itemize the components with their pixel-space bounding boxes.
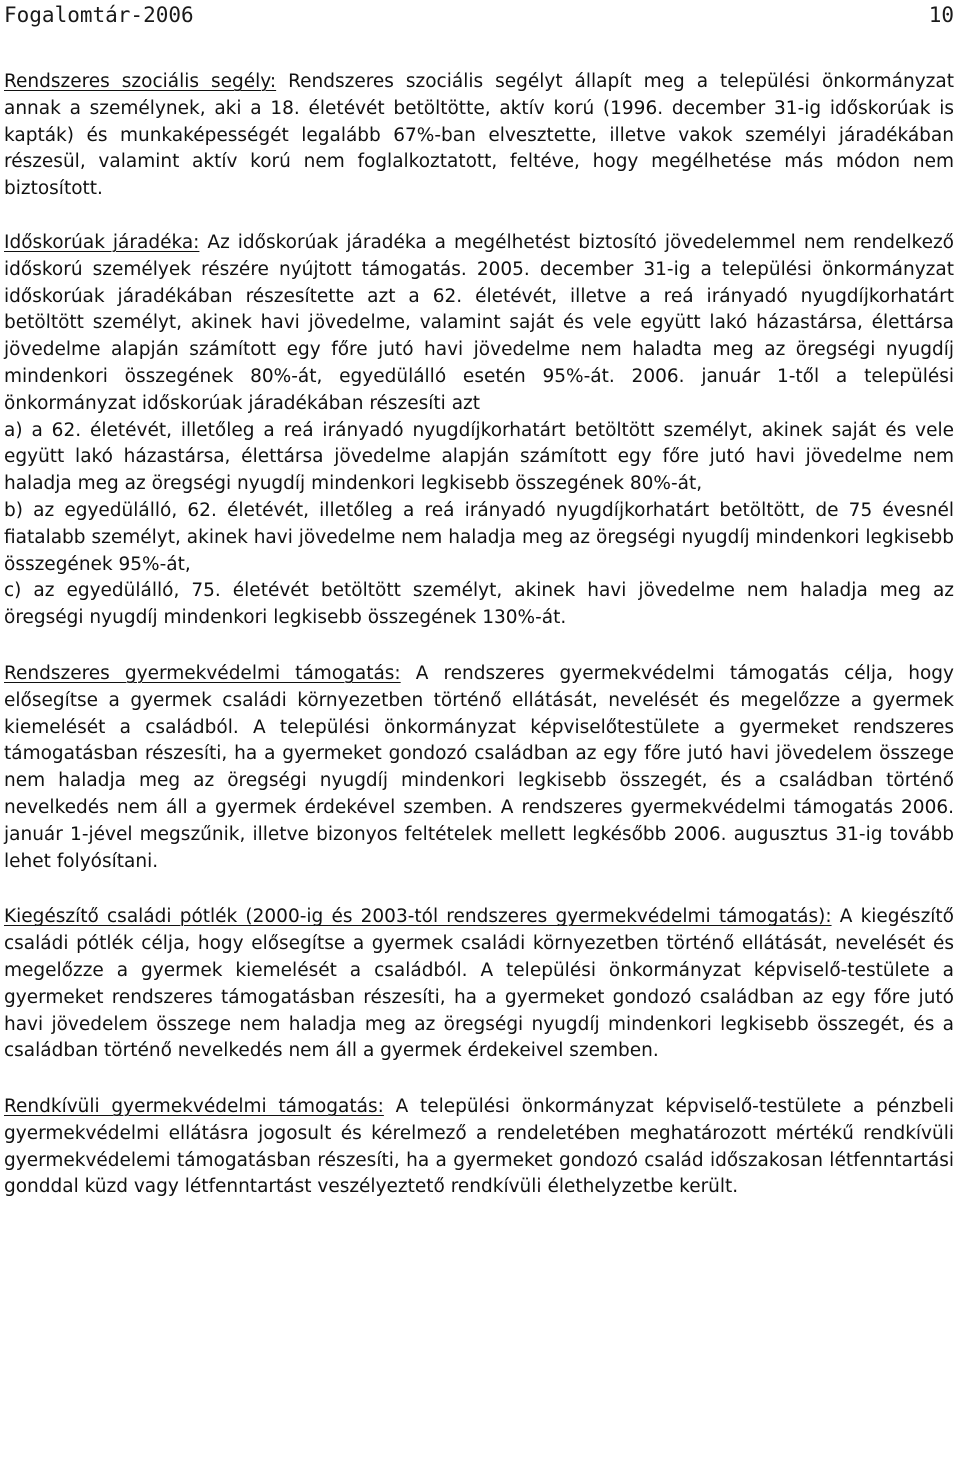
term-heading: Időskorúak járadéka: — [4, 231, 200, 253]
list-item-text: b) az egyedülálló, 62. életévét, illetőleg a reá irányadó nyugdíjkorhatárt betöltött, de 75 évesnél fiatalabb személyt, akinek havi jövedelme nem haladja meg az öregségi nyugdíj mindenkori legkisebb összegének 95%-át, — [4, 499, 954, 575]
paragraph-rendszeres-gyermekvedelmi-tamogatas — [4, 661, 954, 875]
term-heading: Rendszeres szociális segély: — [4, 71, 277, 92]
list-item-text: a) a 62. életévét, illetőleg a reá irányadó nyugdíjkorhatárt betöltött személyt, akinek saját és vele együtt lakó házastársa, élettársa jövedelme alapján számított egy főre jutó havi jövedelme nem haladja meg az öregségi nyugdíj mindenkori legkisebb összegének 80%-át, — [4, 419, 954, 495]
paragraph-text: A kiegészítő családi pótlék célja, hogy elősegítse a gyermek családi környezetben történő ellátását, nevelését és megelőzze a gyermek kiemelését a családból. A települési önkormányzat képviselő-testülete a gyermeket rendszeres támogatásban részesíti, ha a gyermeket gondozó családban az egy főre jutó havi jövedelem összege nem haladja meg az öregségi nyugdíj mindenkori legkisebb összegét, és a családban történő nevelkedés nem áll a gyermek érdekeivel szemben. — [4, 906, 954, 1062]
paragraph-rendszeres-szocialis-segely — [4, 69, 954, 203]
paragraph-text: Rendszeres szociális segélyt állapít meg a települési önkormányzat annak a személynek, aki a 18. életévét betöltötte, aktív korú (1996. december 31-ig időskorúak is kapták) és munkaképességét legalább 67%-ban elvesztette, illetve vakok személyi járadékában részesül, valamint aktív korú nem foglalkoztatott, feltéve, hogy megélhetése más módon nem biztosított. — [4, 71, 954, 200]
term-heading: Kiegészítő családi pótlék (2000-ig és 2003-tól rendszeres gyermekvédelmi támogatás): — [4, 906, 832, 928]
document-body — [4, 69, 954, 1201]
paragraph-text: Az időskorúak járadéka a megélhetést biztosító jövedelemmel nem rendelkező időskorú személyek részére nyújtott támogatás. 2005. december 31-ig a települési önkormányzat időskorúak járadékában részesítette azt a 62. életévét, illetve a reá irányadó nyugdíjkorhatárt betöltött személyt, akinek havi jövedelme, valamint saját és vele együtt lakó házastársa, élettársa jövedelme alapján számított egy főre jutó havi jövedelme nem haladta meg az öregségi nyugdíj mindenkori összegének 80%-át, egyedülálló esetén 95%-át. 2006. január 1-től a települési önkormányzat időskorúak járadékában részesíti azt — [4, 231, 954, 414]
term-heading: Rendkívüli gyermekvédelmi támogatás: — [4, 1096, 384, 1118]
list-item — [4, 498, 954, 578]
list-item-text: c) az egyedülálló, 75. életévét betöltött személyt, akinek havi jövedelme nem haladja meg az öregségi nyugdíj mindenkori legkisebb összegének 130%-át. — [4, 580, 954, 629]
document-title: Fogalomtár-2006 — [4, 3, 194, 27]
term-heading: Rendszeres gyermekvédelmi támogatás: — [4, 662, 401, 684]
paragraph-kiegeszito-csaladi-potlek — [4, 904, 954, 1065]
list-item — [4, 418, 954, 498]
paragraph-text: A rendszeres gyermekvédelmi támogatás célja, hogy elősegítse a gyermek családi környezetben történő ellátását, nevelését és megelőzze a gyermek kiemelését a családból. A települési önkormányzat képviselőtestülete a gyermeket rendszeres támogatásban részesíti, ha a gyermeket gondozó családban az egy főre jutó havi jövedelem összege nem haladja meg az öregségi nyugdíj mindenkori legkisebb összegét, és a családban történő nevelkedés nem áll a gyermek érdekével szemben. A rendszeres gyermekvédelmi támogatás 2006. január 1-jével megszűnik, illetve bizonyos feltételek mellett legkésőbb 2006. augusztus 31-ig tovább lehet folyósítani. — [4, 662, 954, 872]
list-item — [4, 578, 954, 632]
paragraph-idoskoruak-jaradeka — [4, 230, 954, 418]
running-header — [4, 0, 954, 32]
paragraph-text: A települési önkormányzat képviselő-testülete a pénzbeli gyermekvédelmi ellátásra jogosult és kérelmező a rendeletében meghatározott mértékű rendkívüli gyermekvédelemi támogatásban részesíti, ha a gyermeket gondozó család időszakosan létfenntartási gonddal küzd vagy létfenntartást veszélyeztető rendkívüli élethelyzetbe került. — [4, 1096, 955, 1198]
paragraph-rendkivuli-gyermekvedelmi-tamogatas — [4, 1094, 954, 1201]
page-number: 10 — [928, 3, 954, 27]
